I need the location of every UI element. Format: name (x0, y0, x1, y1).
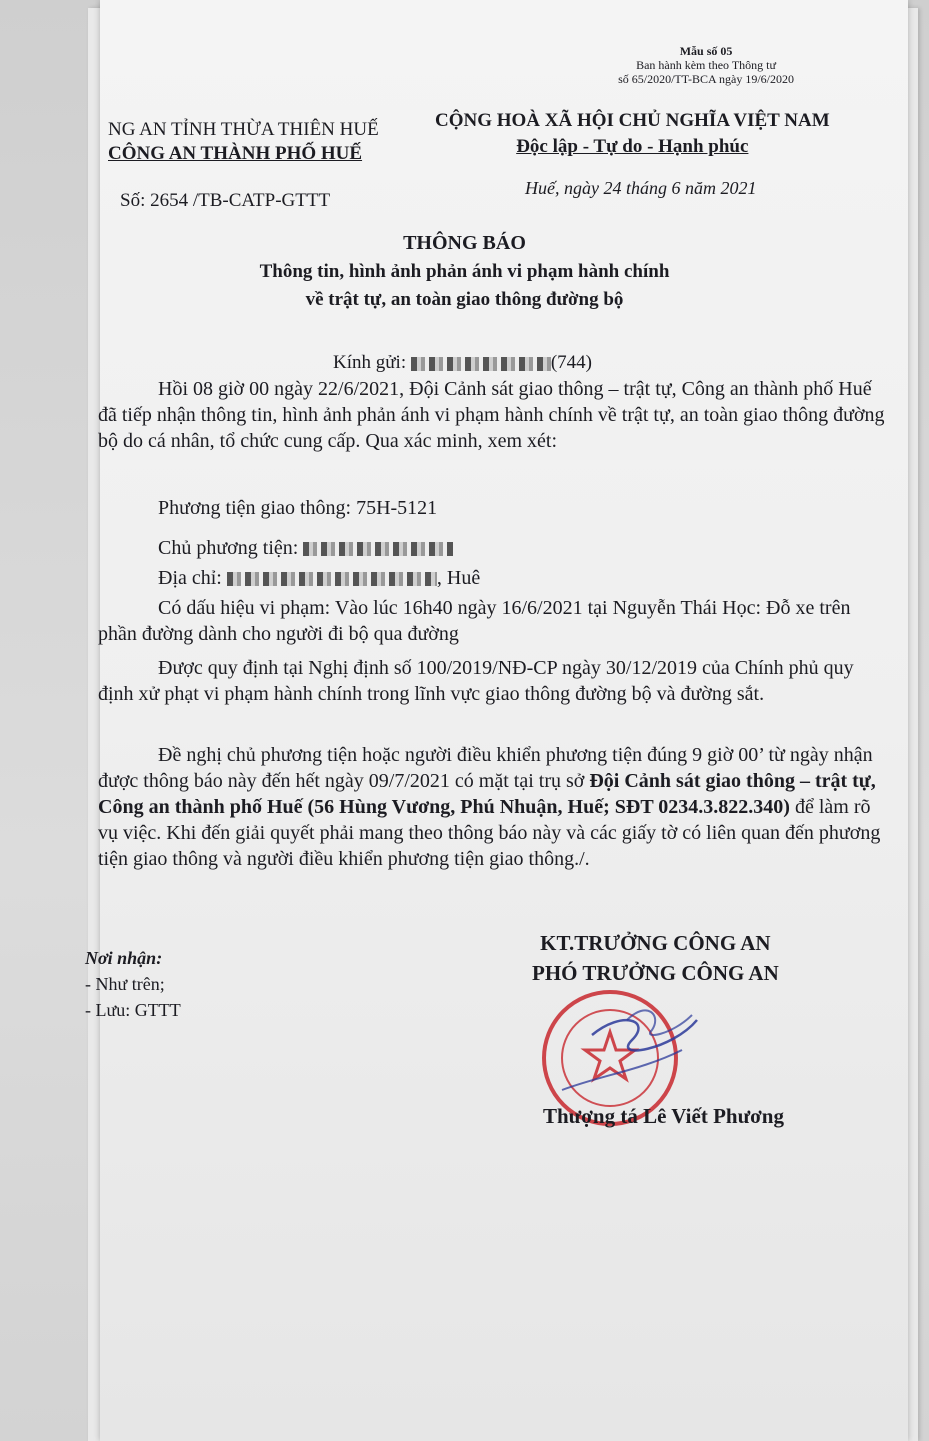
document-page (100, 0, 908, 1441)
sign-line1: KT.TRƯỞNG CÔNG AN (540, 931, 771, 955)
agency-unit: CÔNG AN THÀNH PHỐ HUẾ (108, 143, 363, 164)
violation-paragraph: Có dấu hiệu vi phạm: Vào lúc 16h40 ngày 16/6/2021 tại Nguyễn Thái Học: Đỗ xe trên phần đường dành cho người đi bộ qua đường (98, 597, 851, 645)
document-title: THÔNG BÁO (403, 232, 526, 254)
document-subtitle (0, 258, 929, 314)
signer-name: Thượng tá Lê Viết Phương (543, 1104, 784, 1128)
national-header (435, 108, 830, 160)
intro-paragraph: Hồi 08 giờ 00 ngày 22/6/2021, Đội Cảnh sát giao thông – trật tự, Công an thành phố Huế đã tiếp nhận thông tin, hình ảnh phản ánh vi phạm hành chính về trật tự, an toàn giao thông đường bộ do cá nhân, tổ chức cung cấp. Qua xác minh, xem xét: (98, 378, 885, 452)
office-address: Đội Cảnh sát giao thông – trật tự, Công an thành phố Huế (56 Hùng Vương, Phú Nhuận, Huế; SĐT 0234.3.822.340) (98, 770, 876, 818)
receiver-item: - Như trên; (85, 974, 165, 994)
agency-parent: NG AN TỈNH THỪA THIÊN HUẾ (108, 119, 379, 140)
receiver-item: - Lưu: GTTT (85, 1000, 181, 1020)
owner-line (158, 537, 453, 560)
receivers-block (85, 945, 181, 1023)
recipient-suffix: (744) (550, 352, 593, 373)
form-label: Mẫu số 05 (679, 44, 733, 58)
subtitle-line2: về trật tự, an toàn giao thông đường bộ (305, 289, 624, 310)
redacted-address (227, 572, 437, 586)
sign-line2: PHÓ TRƯỞNG CÔNG AN (532, 961, 779, 985)
form-line3: số 65/2020/TT-BCA ngày 19/6/2020 (618, 72, 794, 86)
vehicle-line: Phương tiện giao thông: 75H-5121 (158, 497, 438, 519)
redacted-owner (303, 542, 453, 556)
owner-label: Chủ phương tiện: (158, 537, 299, 559)
document-number: Số: 2654 /TB-CATP-GTTT (120, 190, 331, 211)
recipient-label: Kính gửi: (333, 352, 407, 373)
form-reference (618, 44, 794, 86)
regulation-paragraph: Được quy định tại Nghị định số 100/2019/NĐ-CP ngày 30/12/2019 của Chính phủ quy định xử phạt vi phạm hành chính trong lĩnh vực giao thông đường bộ và đường sắt. (98, 657, 854, 705)
recipient-line (333, 352, 592, 374)
nation-motto: Độc lập - Tự do - Hạnh phúc (516, 136, 749, 157)
subtitle-line1: Thông tin, hình ảnh phản ánh vi phạm hành chính (259, 261, 670, 282)
nation-name: CỘNG HOÀ XÃ HỘI CHỦ NGHĨA VIỆT NAM (435, 110, 830, 131)
address-line (158, 567, 480, 590)
signature-title (532, 928, 779, 988)
address-suffix: , Huê (436, 567, 481, 589)
receivers-heading: Nơi nhận: (85, 948, 163, 968)
redacted-recipient (411, 357, 551, 371)
star-icon (585, 1032, 635, 1079)
issuing-agency (108, 118, 379, 166)
form-line2: Ban hành kèm theo Thông tư (636, 58, 777, 72)
document-date: Huế, ngày 24 tháng 6 năm 2021 (525, 178, 757, 198)
request-paragraph: Đề nghị chủ phương tiện hoặc người điều khiển phương tiện đúng 9 giờ 00’ từ ngày nhận được thông báo này đến hết ngày 09/7/2021 có mặt tại trụ sở Đội Cảnh sát giao thông – trật tự, Công an thành phố Huế (56 Hùng Vương, Phú Nhuận, Huế; SĐT 0234.3.822.340) để làm rõ vụ việc. Khi đến giải quyết phải mang theo thông báo này và các giấy tờ có liên quan đến phương tiện giao thông và người điều khiển phương tiện giao thông./. (98, 744, 881, 870)
address-label: Địa chỉ: (158, 567, 222, 589)
